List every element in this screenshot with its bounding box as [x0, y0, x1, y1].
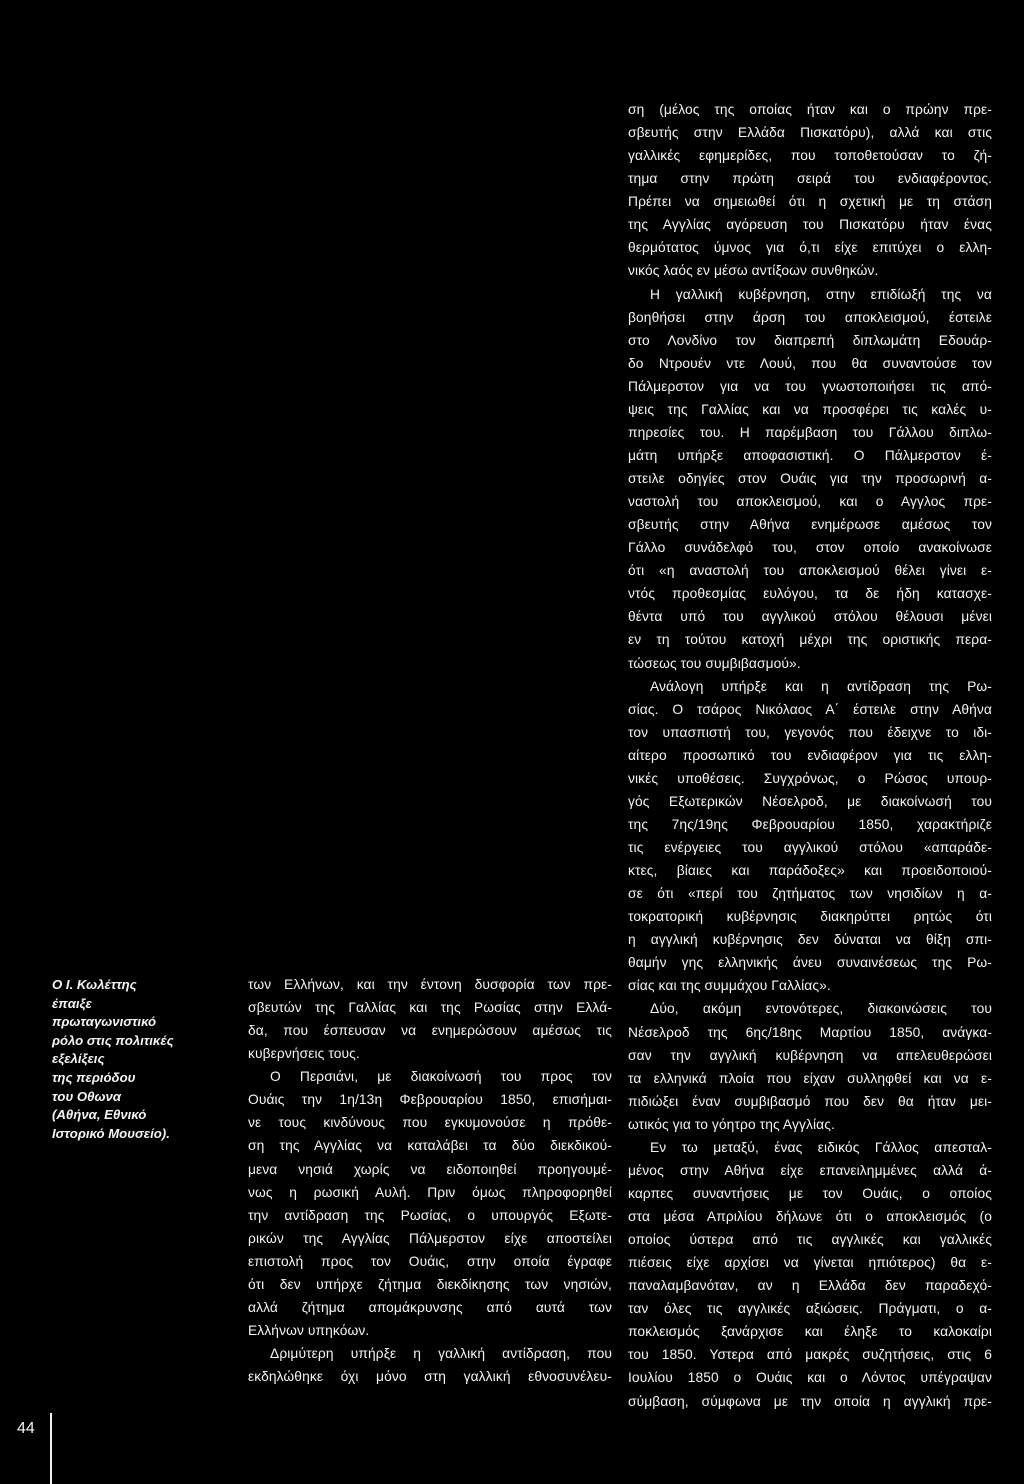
- text-line: εν τη τούτου κατοχή μέχρι της οριστικής περα-: [628, 632, 992, 648]
- text-line: Ελλήνων υπηκόων.: [248, 1322, 370, 1338]
- text-line: Ιουλίου 1850 ο Ουάις και ο Λόντος υπέγραψαν: [628, 1370, 992, 1386]
- text-line: Ουάις την 1η/13η Φεβρουαρίου 1850, επισήμαι-: [248, 1092, 612, 1108]
- paragraph: [628, 675, 992, 998]
- text-line: ντός προθεσμίας ευλόγου, τα δε ήδη κατασχε-: [628, 586, 992, 602]
- text-line: αλλά ζήτημα απομάκρυνσης από αυτά των: [248, 1299, 612, 1315]
- text-line: στο Λονδίνο τον διαπρεπή διπλωμάτη Εδουάρ-: [628, 332, 992, 348]
- text-line: τοκρατορική κυβέρνησις διακηρύττει ρητώς ότι: [628, 909, 992, 925]
- text-line: Εν τω μεταξύ, ένας ειδικός Γάλλος απεσταλ-: [650, 1139, 992, 1155]
- text-line: γαλλικές εφημερίδες, που τοποθετούσαν το ζή-: [628, 148, 992, 164]
- text-line: μένος στην Αθήνα είχε επανειλημμένες αλλά ά-: [628, 1162, 992, 1178]
- text-line: Ανάλογη υπήρξε και η αντίδραση της Ρω-: [650, 678, 992, 694]
- paragraph: [248, 973, 612, 1065]
- text-line: ότι «η αναστολή του αποκλεισμού θέλει γίνει ε-: [628, 563, 992, 579]
- text-line: σβευτής στην Ελλάδα Πισκατόρυ), αλλά και στις: [628, 125, 992, 141]
- caption-line: της περιόδου: [52, 1069, 136, 1085]
- page-number: 44: [17, 1420, 35, 1437]
- text-line: πιέσεις είχε αρχίσει να γίνεται ηπιότερος) θα ε-: [628, 1255, 992, 1271]
- text-line: της Αγγλίας αγόρευση του Πισκατόρυ ήταν ένας: [628, 217, 992, 233]
- text-line: εκδηλώθηκε όχι μόνο στη γαλλική εθνοσυνέλευ-: [248, 1369, 612, 1385]
- right-column: [628, 98, 992, 1413]
- text-line: Η γαλλική κυβέρνηση, στην επιδίωξή της να: [650, 286, 992, 302]
- text-line: νως η ρωσική Αυλή. Πριν όμως πληροφορηθεί: [248, 1184, 612, 1200]
- text-line: της 7ης/19ης Φεβρουαρίου 1850, χαρακτήριζε: [628, 816, 992, 832]
- text-line: ποκλεισμός ξανάρχισε και έληξε το καλοκαίρι: [628, 1324, 992, 1340]
- text-line: πιδιώξει έναν συμβιβασμό που δεν θα ήταν μει-: [628, 1093, 992, 1109]
- paragraph: [628, 98, 992, 283]
- text-line: ση (μέλος της οποίας ήταν και ο πρώην πρε-: [628, 102, 992, 117]
- text-line: δα, που έσπευσαν να ενημερώσουν αμέσως τις: [248, 1023, 612, 1039]
- caption-line: έπαιξε: [52, 995, 92, 1011]
- text-line: Ο Περσιάνι, με διακοίνωσή του προς τον: [270, 1069, 612, 1085]
- caption-line: ρόλο στις πολιτικές: [52, 1032, 174, 1048]
- text-line: νικός λαός εν μέσω αντίξοων συνθηκών.: [628, 263, 879, 279]
- text-line: την αντίδραση της Ρωσίας, ο υπουργός Εξωτε-: [248, 1207, 612, 1223]
- text-line: Δριμύτερη υπήρξε η γαλλική αντίδραση, που: [270, 1346, 612, 1361]
- middle-column: [248, 973, 612, 1388]
- text-line: στα μέσα Απριλίου δήλωνε ότι ο αποκλεισμός (ο: [628, 1209, 992, 1224]
- text-line: Πρέπει να σημειωθεί ότι η σχετική με τη στάση: [628, 194, 992, 210]
- text-line: παναλαμβανόταν, αν η Ελλάδα δεν παραδεχό-: [628, 1278, 992, 1294]
- caption-line: του Οθωνα: [52, 1088, 122, 1104]
- text-line: μάτη υπήρξε αποφασιστική. Ο Πάλμερστον έ-: [628, 447, 992, 463]
- text-line: σίας. Ο τσάρος Νικόλαος Α΄ έστειλε στην Αθήνα: [628, 701, 992, 717]
- text-line: σβευτής στην Αθήνα ενημέρωσε αμέσως τον: [628, 517, 992, 533]
- text-line: νικές υποθέσεις. Συγχρόνως, ο Ρώσος υπουρ-: [628, 770, 992, 786]
- text-line: τημα στην πρώτη σειρά του ενδιαφέροντος.: [628, 171, 992, 187]
- caption-line: εξελίξεις: [52, 1051, 105, 1067]
- text-line: σύμβαση, σύμφωνα με την οποία η αγγλική πρε-: [628, 1393, 992, 1409]
- text-line: πηρεσίες του. Η παρέμβαση του Γάλλου διπλω-: [628, 424, 992, 440]
- text-line: βοηθήσει στην άρση του αποκλεισμού, έστειλε: [628, 309, 992, 325]
- text-line: αίτερο προσωπικό του ενδιαφέρον για τις ελλη-: [628, 747, 992, 763]
- text-line: ρικών της Αγγλίας Πάλμερστον είχε αποστείλει: [248, 1230, 612, 1246]
- caption-line: πρωταγωνιστικό: [52, 1014, 157, 1030]
- text-line: ψεις της Γαλλίας και να προσφέρει τις καλές υ-: [628, 401, 992, 417]
- text-line: νε τους κινδύνους που εγκυμονούσε η πρόθε-: [248, 1115, 612, 1131]
- text-line: κυβερνήσεις τους.: [248, 1046, 360, 1062]
- paragraph: [248, 1065, 612, 1342]
- text-line: Δύο, ακόμη εντονότερες, διακοινώσεις του: [650, 1001, 992, 1017]
- text-line: τα ελληνικά πλοία που είχαν συλληφθεί και να ε-: [628, 1070, 992, 1086]
- text-line: θαμήν γης ελληνικής άνευ συναινέσεως της Ρω-: [628, 955, 992, 971]
- text-line: τις ενέργειες του αγγλικού στόλου «απαράδε-: [628, 840, 992, 855]
- text-line: σε ότι «περί του ζητήματος των νησιδίων η α-: [628, 886, 992, 902]
- text-line: δο Ντρουέν ντε Λουύ, που θα συναντούσε τον: [628, 355, 992, 371]
- text-line: τώσεως του συμβιβασμού».: [628, 655, 801, 671]
- paragraph: [628, 283, 992, 675]
- text-line: Νέσελροδ της 6ης/18ης Μαρτίου 1850, ανάγκα-: [628, 1024, 992, 1040]
- text-line: των Ελλήνων, και την έντονη δυσφορία των πρε-: [248, 977, 612, 992]
- text-line: οποίος ύστερα από τις αγγλικές και γαλλικές: [628, 1232, 992, 1248]
- text-line: θερμότατος ύμνος για ό,τι είχε επιτύχει ο ελλη-: [628, 240, 992, 256]
- text-line: θέντα υπό του αγγλικού στόλου θέλουσι μένει: [628, 609, 992, 625]
- text-line: ωτικός για το γόητρο της Αγγλίας.: [628, 1116, 835, 1132]
- text-line: Πάλμερστον για να του γνωστοποιήσει τις από-: [628, 378, 992, 394]
- paragraph: [628, 1136, 992, 1413]
- paragraph: [628, 997, 992, 1135]
- text-line: ταν όλες τις αγγλικές αξιώσεις. Πράγματι, ο α-: [628, 1301, 992, 1317]
- text-line: ναστολή του αποκλεισμού, και ο Αγγλος πρε-: [628, 494, 992, 510]
- caption-line: Ιστορικό Μουσείο).: [52, 1125, 170, 1141]
- text-line: σαν την αγγλική κυβέρνηση να απελευθερώσει: [628, 1047, 992, 1063]
- caption-line: Ο Ι. Κωλέττης: [52, 977, 137, 992]
- paragraph: [248, 1342, 612, 1388]
- text-line: στειλε οδηγίες στον Ουάις για την προσωρινή α-: [628, 471, 992, 486]
- text-line: σβευτών της Γαλλίας και της Ρωσίας στην Ελλά-: [248, 1000, 612, 1016]
- image-caption: [52, 976, 212, 1143]
- text-line: ση της Αγγλίας να καταλάβει τα δύο διεκδικού-: [248, 1138, 612, 1154]
- text-line: σίας και της συμμάχου Γαλλίας».: [628, 978, 831, 994]
- text-line: του 1850. Υστερα από μακρές συζητήσεις, στις 6: [628, 1347, 992, 1363]
- page-number-divider: [50, 1413, 52, 1484]
- text-line: επιστολή προς τον Ουάις, στην οποία έγραφε: [248, 1253, 612, 1269]
- text-line: καρπες συναντήσεις με τον Ουάις, ο οποίος: [628, 1185, 992, 1201]
- text-line: τον υπασπιστή του, γεγονός που έδειχνε το ιδι-: [628, 724, 992, 740]
- text-line: ότι δεν υπήρχε ζήτημα διεκδίκησης των νησιών,: [248, 1276, 612, 1292]
- text-line: μενα νησιά χωρίς να ειδοποιηθεί προηγουμέ-: [248, 1161, 612, 1177]
- text-line: η αγγλική κυβέρνησις δεν δύναται να θίξη σπι-: [628, 932, 992, 948]
- text-line: γός Εξωτερικών Νέσελροδ, με διακοίνωσή του: [628, 793, 992, 809]
- text-line: κτες, βίαιες και παράδοξες» και προειδοποιού-: [628, 863, 992, 879]
- caption-line: (Αθήνα, Εθνικό: [52, 1107, 147, 1123]
- text-line: Γάλλο συνάδελφό του, στον οποίο ανακοίνωσε: [628, 540, 992, 556]
